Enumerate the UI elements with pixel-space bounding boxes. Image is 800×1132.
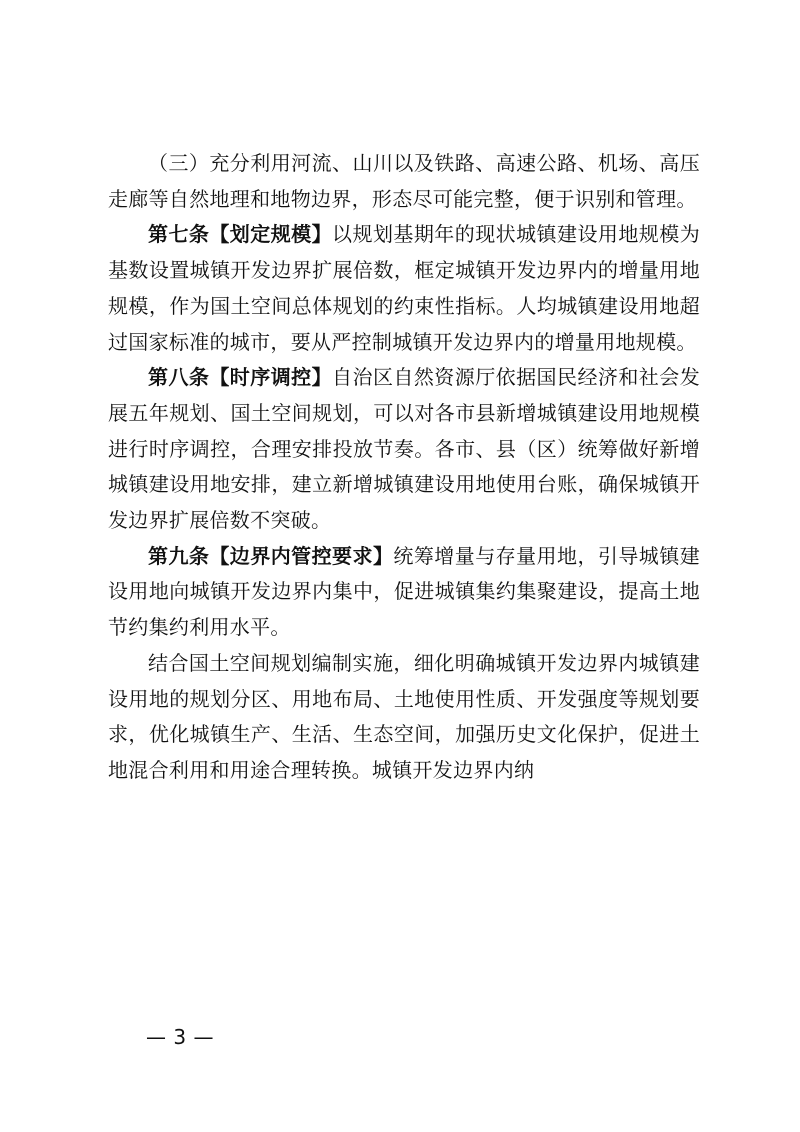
paragraph-5 bbox=[108, 646, 700, 789]
article-8-paragraph bbox=[108, 360, 700, 539]
article-8-heading: 第八条【时序调控】 bbox=[148, 365, 333, 390]
article-7-text: 以规划基期年的现状城镇建设用地规模为基数设置城镇开发边界扩展倍数，框定城镇开发边界内的增量用地规模，作为国土空间总体规划的约束性指标。人均城镇建设用地超过国家标准的城市，要从严控制城镇开发边界内的增量用地规模。 bbox=[108, 222, 700, 354]
article-8-text: 自治区自然资源厅依据国民经济和社会发展五年规划、国土空间规划，可以对各市县新增城镇建设用地规模进行时序调控，合理安排投放节奏。各市、县（区）统筹做好新增城镇建设用地安排，建立新增城镇建设用地使用台账，确保城镇开发边界扩展倍数不突破。 bbox=[108, 365, 700, 533]
paragraph-1 bbox=[108, 146, 700, 217]
article-9-heading: 第九条【边界内管控要求】 bbox=[148, 543, 394, 568]
article-9-text: 统筹增量与存量用地，引导城镇建设用地向城镇开发边界内集中，促进城镇集约集聚建设，提高土地节约集约利用水平。 bbox=[108, 543, 701, 640]
article-7-heading: 第七条【划定规模】 bbox=[148, 222, 333, 247]
paragraph-1-text: （三）充分利用河流、山川以及铁路、高速公路、机场、高压走廊等自然地理和地物边界，形态尽可能完整，便于识别和管理。 bbox=[108, 151, 700, 211]
paragraph-5-text: 结合国土空间规划编制实施，细化明确城镇开发边界内城镇建设用地的规划分区、用地布局、土地使用性质、开发强度等规划要求，优化城镇生产、生活、生态空间，加强历史文化保护，促进土地混合利用和用途合理转换。城镇开发边界内纳 bbox=[108, 650, 700, 782]
article-9-paragraph bbox=[108, 539, 700, 646]
article-7-paragraph bbox=[108, 217, 700, 360]
page-number: — 3 — bbox=[146, 1025, 214, 1049]
document-body bbox=[108, 146, 700, 789]
